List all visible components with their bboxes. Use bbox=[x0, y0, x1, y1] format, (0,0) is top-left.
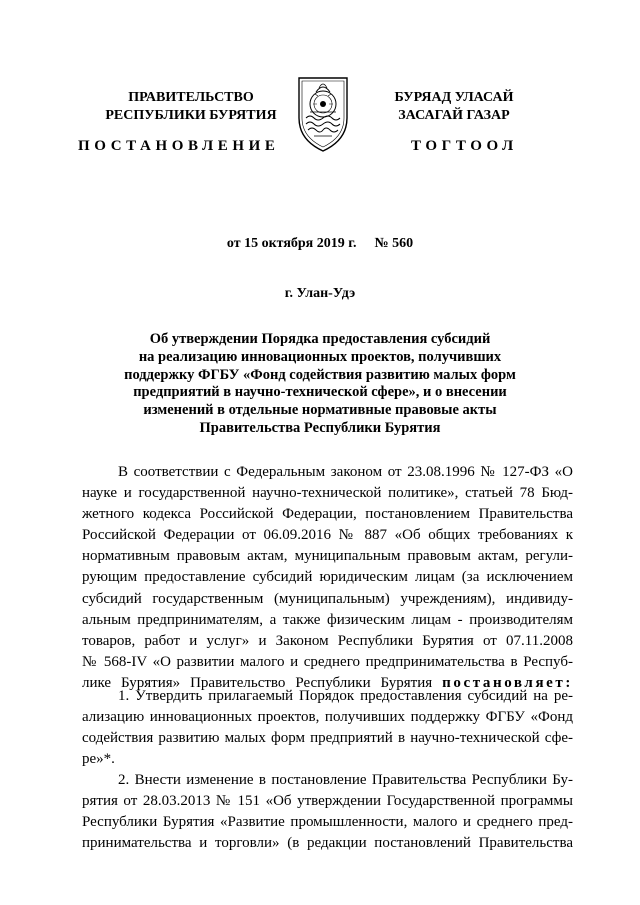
decree-type-russian: ПОСТАНОВЛЕНИЕ bbox=[78, 138, 280, 154]
title-line: на реализацию инновационных проектов, получивших bbox=[138, 348, 502, 365]
paragraph-line: 2. Внести изменение в постановление Правительства Республики Бу- bbox=[118, 772, 573, 788]
title-line: Правительства Республики Бурятия bbox=[199, 419, 441, 436]
decree-city: г. Улан-Удэ bbox=[284, 286, 356, 301]
paragraph-line: нормативным правовым актам, муниципальным правовым актам, регули- bbox=[82, 548, 573, 565]
decree-number: № 560 bbox=[374, 236, 414, 251]
paragraph-line: принимательства и торговли» (в редакции постановлений Правительства bbox=[82, 835, 573, 852]
paragraph-line: Российской Федерации от 06.09.2016 № 887 «Об общих требованиях к bbox=[82, 527, 573, 544]
title-line: изменений в отдельные нормативные правовые акты bbox=[143, 402, 497, 419]
paragraph-line: 1. Утвердить прилагаемый Порядок предоставления субсидий на ре- bbox=[118, 688, 573, 704]
header-issuer-buryat bbox=[372, 89, 536, 125]
paragraph-line: ализацию инновационных проектов, получивших поддержку ФГБУ «Фонд bbox=[82, 709, 573, 726]
decree-type-buryat: ТОГТООЛ bbox=[411, 138, 518, 154]
preamble-paragraph bbox=[82, 462, 573, 694]
decree-title bbox=[80, 331, 560, 438]
paragraph-line: альным предпринимателям, а также физическим лицам - производителям bbox=[82, 611, 573, 628]
header-left-line-2: РЕСПУБЛИКИ БУРЯТИЯ bbox=[105, 108, 277, 123]
clause-1-paragraph bbox=[82, 686, 573, 770]
title-line: предприятий в научно-технической сфере», и о внесении bbox=[133, 384, 507, 401]
paragraph-line: содействия развитию малых форм предприятий в научно-технической сфе- bbox=[82, 730, 573, 747]
resolves-word: постановляет: bbox=[442, 674, 573, 691]
paragraph-line: Республики Бурятия «Развитие промышленности, малого и среднего пред- bbox=[82, 814, 573, 831]
paragraph-line: В соответствии с Федеральным законом от 23.08.1996 № 127-ФЗ «О bbox=[118, 464, 573, 480]
paragraph-line: рующим предоставление субсидий юридическим лицам (за исключением bbox=[82, 569, 573, 586]
paragraph-line: товаров, работ и услуг» и Законом Республики Бурятия от 07.11.2008 bbox=[82, 632, 573, 649]
coat-of-arms-icon bbox=[296, 74, 350, 154]
title-line: Об утверждении Порядка предоставления субсидий bbox=[149, 331, 491, 347]
paragraph-line: рятия от 28.03.2013 № 151 «Об утверждении Государственной программы bbox=[82, 793, 573, 810]
clause-2-paragraph bbox=[82, 770, 573, 854]
header-right-line-1: БУРЯАД УЛАСАЙ bbox=[394, 90, 514, 105]
paragraph-line-text: лике Бурятия» Правительство Республики Бурятия bbox=[82, 674, 433, 691]
paragraph-line: науке и государственной научно-технической политике», статьей 78 Бюд- bbox=[82, 485, 573, 502]
paragraph-line: жетного кодекса Российской Федерации, постановлением Правительства bbox=[82, 506, 573, 523]
header-issuer-russian bbox=[98, 89, 284, 125]
title-line: поддержку ФГБУ «Фонд содействия развитию малых форм bbox=[124, 366, 516, 383]
paragraph-line: субсидий государственным (муниципальным) учреждениям), индивиду- bbox=[82, 590, 573, 607]
paragraph-line: ре»*. bbox=[82, 751, 115, 768]
header-right-line-2: ЗАСАГАЙ ГАЗАР bbox=[398, 108, 510, 123]
decree-date: от 15 октября 2019 г. bbox=[226, 236, 357, 251]
header-left-line-1: ПРАВИТЕЛЬСТВО bbox=[128, 90, 254, 105]
date-number-line bbox=[0, 236, 640, 252]
paragraph-line: № 568-IV «О развитии малого и среднего предпринимательства в Респуб- bbox=[82, 653, 573, 670]
